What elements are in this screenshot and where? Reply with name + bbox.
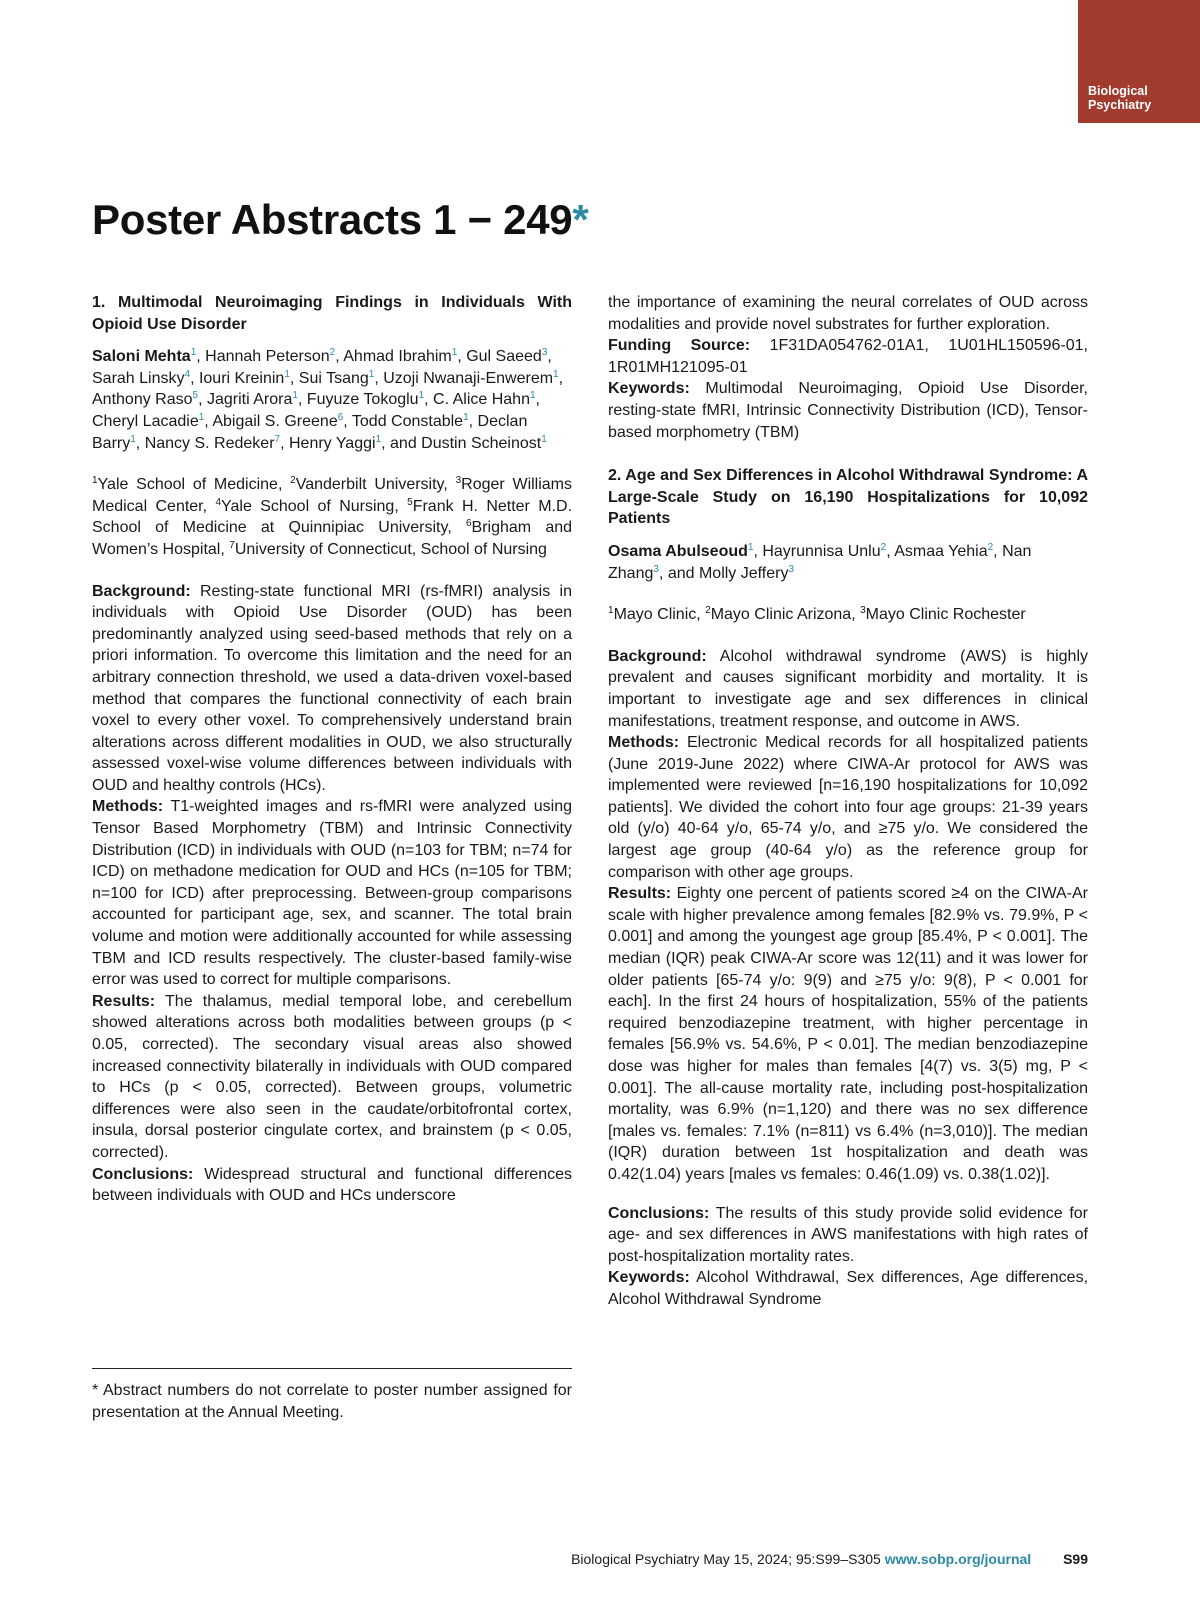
journal-badge <box>1078 0 1200 123</box>
results-label: Results: <box>92 992 156 1010</box>
title-footnote-mark: * <box>572 196 589 243</box>
page-title <box>92 196 588 244</box>
author-name: Declan Barry <box>92 412 528 452</box>
abstract-1-funding <box>608 335 1088 378</box>
abstract-1-results <box>92 991 572 1164</box>
results-text: Eighty one percent of patients scored ≥4 on the CIWA-Ar scale with higher prevalence among females [82.9% vs. 79.9%, P < 0.001] and among the youngest age group [85.4%, P < 0.001]. The median (IQR) peak CIWA-Ar score was 12(11) and it was lower for older patients [65-74 y/o: 9(9) and ≥75 y/o: 9(8), P < 0.001 for each]. In the first 24 hours of hospitalization, 55% of the patients required benzodiazepine treatment, with higher percentage in females [56.9% vs. 54.6%, P < 0.01]. The median benzodiazepine dose was higher for males than females [4(7) vs. 3(5) mg, P < 0.001]. The all-cause mortality rate, including post-hospitalization mortality, was 6.9% (n=1,120) and there was no sex difference [males vs. females: 7.1% (n=811) vs 6.4% (n=3,010)]. The median (IQR) duration between 1st hospitalization and death was 0.42(1.04) years [males vs females: 0.46(1.09) vs. 0.38(1.02)]. <box>608 885 1089 1183</box>
author-name: Nan Zhang <box>608 542 1032 582</box>
author-name: C. Alice Hahn <box>433 391 530 409</box>
abstract-1-keywords <box>608 378 1088 443</box>
author-affiliation-sup: 3 <box>541 347 548 359</box>
affiliation-name: Mayo Clinic Arizona <box>710 606 852 624</box>
author-name: Gul Saeed <box>466 348 542 366</box>
page-footer <box>0 1551 1088 1567</box>
abstract-2-title: 2. Age and Sex Differences in Alcohol Withdrawal Syndrome: A Large-Scale Study on 16,190 Hospitalizations for 10,092 Patients <box>608 467 1088 528</box>
page-title-text: Poster Abstracts 1 − 249 <box>92 196 573 243</box>
author-affiliation-sup: 4 <box>184 368 191 380</box>
author-name: Hayrunnisa Unlu <box>762 542 881 560</box>
journal-badge-line-2: Psychiatry <box>1088 98 1152 112</box>
author-name: Anthony Raso <box>92 391 193 409</box>
author-affiliation-sup: 2 <box>329 347 336 359</box>
author-name: Cheryl Lacadie <box>92 412 199 430</box>
author-affiliation-sup: 1 <box>284 368 290 380</box>
affiliation-name: Roger Williams Medical Center <box>92 476 573 515</box>
author-name: Iouri Kreinin <box>198 369 285 387</box>
affiliation-sup: 1 <box>608 605 614 617</box>
funding-text: 1F31DA054762-01A1, 1U01HL150596-01, 1R01MH121095-01 <box>608 337 1088 376</box>
abstract-2-affiliations: $^1$Mayo Clinic, $^2$Mayo Clinic Arizona, $^3$Mayo Clinic Rochester <box>608 605 1026 624</box>
author-affiliation-sup: 3 <box>653 563 659 575</box>
conclusions-text: The results of this study provide solid evidence for age- and sex differences in AWS manifestations with high rates of post-hospitalization mortality rates. <box>608 1204 1089 1265</box>
background-label: Background: <box>92 582 191 600</box>
background-text: Alcohol withdrawal syndrome (AWS) is highly prevalent and causes significant morbidity and mortality. It is important to investigate age and sex differences in clinical manifestations, treatment response, and outcome in AWS. <box>608 647 1089 730</box>
author-name: Asmaa Yehia <box>894 542 988 560</box>
lead-author-name: Osama Abulseoud <box>608 542 748 560</box>
affiliation-sup: 6 <box>465 518 472 530</box>
conclusions-label: Conclusions: <box>92 1165 194 1183</box>
background-label: Background: <box>608 647 707 665</box>
keywords-label: Keywords: <box>608 1269 690 1287</box>
author-affiliation-sup: 2 <box>880 541 887 553</box>
affiliation-sup: 1 <box>92 475 98 487</box>
author-name: Dustin Scheinost <box>421 434 542 452</box>
affiliation-name: Yale School of Nursing <box>221 497 395 515</box>
affiliation-name: Mayo Clinic Rochester <box>865 606 1026 624</box>
affiliation-sup: 4 <box>215 496 222 508</box>
footnote: * Abstract numbers do not correlate to poster number assigned for presentation at the Annual Meeting. <box>92 1382 572 1421</box>
author-affiliation-sup: 6 <box>337 411 344 423</box>
affiliation-name: Frank H. Netter M.D. School of Medicine at Quinnipiac University <box>92 497 573 537</box>
footer-citation: Biological Psychiatry May 15, 2024; 95:S99–S305 <box>571 1551 881 1567</box>
affiliation-sup: 3 <box>455 475 462 487</box>
abstract-1-conclusions-start <box>92 1164 572 1207</box>
abstract-1-methods <box>92 796 572 990</box>
author-affiliation-sup: 1 <box>541 433 547 445</box>
author-affiliation-sup: 1 <box>451 347 458 359</box>
author-affiliation-sup: 5 <box>192 390 199 402</box>
journal-url-link[interactable]: www.sobp.org/journal <box>884 1551 1032 1567</box>
author-name: Todd Constable <box>351 412 464 430</box>
journal-badge-line-1: Biological <box>1088 84 1148 98</box>
abstract-1-conclusions-continued: the importance of examining the neural correlates of OUD across modalities and provide novel substrates for further exploration. <box>608 294 1088 333</box>
author-affiliation-sup: 1 <box>553 368 559 380</box>
results-text: The thalamus, medial temporal lobe, and cerebellum showed alterations across both modalities between groups (p < 0.05, corrected). The secondary visual areas also showed increased connectivity bilaterally in individuals with OUD compared to HCs (p < 0.05, corrected). Between groups, volumetric differences were also seen in the caudate/orbitofrontal cortex, insula, dorsal posterior cingulate cortex, and brainstem (p < 0.05, corrected). <box>92 992 573 1161</box>
author-name: Molly Jeffery <box>698 564 789 582</box>
author-affiliation-sup: 1 <box>418 390 425 402</box>
page-number: S99 <box>1063 1551 1088 1567</box>
lead-author-name: Saloni Mehta <box>92 348 191 366</box>
methods-text: Electronic Medical records for all hospitalized patients (June 2019-June 2022) where CIWA-Ar protocol for AWS was implemented were reviewed [n=16,190 hospitalizations for 10,092 patients]. We divided the cohort into four age groups: 21-39 years old (y/o) 40-64 y/o, 65-74 y/o, and ≥75 y/o. We considered the largest age group (40-64 y/o) as the reference group for comparison with other age groups. <box>608 734 1089 881</box>
keywords-text: Alcohol Withdrawal, Sex differences, Age differences, Alcohol Withdrawal Syndrome <box>608 1269 1089 1308</box>
author-name: Hannah Peterson <box>205 348 330 366</box>
author-affiliation-sup: 1 <box>198 411 205 423</box>
left-column <box>92 292 572 1207</box>
affiliation-name: Mayo Clinic <box>613 606 697 624</box>
abstract-2-keywords <box>608 1267 1088 1310</box>
results-label: Results: <box>608 885 672 903</box>
keywords-label: Keywords: <box>608 380 690 398</box>
conclusions-label: Conclusions: <box>608 1204 710 1222</box>
author-affiliation-sup: 1 <box>747 541 754 553</box>
abstract-2-background <box>608 646 1088 732</box>
author-name: Jagriti Arora <box>206 391 293 409</box>
affiliation-sup: 2 <box>705 605 711 617</box>
affiliation-name: Yale School of Medicine <box>97 476 278 494</box>
author-affiliation-sup: 1 <box>375 433 382 445</box>
background-text: Resting-state functional MRI (rs-fMRI) analysis in individuals with Opioid Use Disorder (OUD) has been predominantly analyzed using seed-based methods that rely on a priori information. To overcome this limitation and the need for an arbitrary connection threshold, we used a data-driven voxel-based method that compares the functional connectivity of each brain voxel to every other voxel. To comprehensively understand brain alterations across different modalities in OUD, we also structurally assessed voxel-wise volume differences between individuals with OUD and healthy controls (HCs). <box>92 582 573 794</box>
abstract-2-methods <box>608 732 1088 883</box>
methods-text: T1-weighted images and rs-fMRI were analyzed using Tensor Based Morphometry (TBM) and Intrinsic Connectivity Distribution (ICD) in individuals with OUD (n=103 for TBM; n=74 for ICD) on methadone medication for OUD and HCs (n=105 for TBM; n=100 for ICD) after preprocessing. Between-group comparisons accounted for participant age, sex, and scanner. The total brain volume and motion were additionally accounted for while assessing TBM and ICD results respectively. The cluster-based family-wise error was used to correct for multiple comparisons. <box>92 798 573 989</box>
author-name: Uzoji Nwanaji-Enwerem <box>383 369 554 387</box>
right-column <box>608 292 1088 1311</box>
author-affiliation-sup: 2 <box>987 541 994 553</box>
footnote-divider <box>92 1368 572 1369</box>
keywords-text: Multimodal Neuroimaging, Opioid Use Disorder, resting-state fMRI, Intrinsic Connectivity Distribution (ICD), Tensor-based morphometry (TBM) <box>608 380 1089 441</box>
author-affiliation-sup: 7 <box>274 433 281 445</box>
author-affiliation-sup: 1 <box>368 368 375 380</box>
author-affiliation-sup: 1 <box>463 411 469 423</box>
abstract-1-affiliations: $^1$Yale School of Medicine, $^2$Vanderbilt University, $^3$Roger Williams Medical Center, $^4$Yale School of Nursing, $^5$Frank H. Netter M.D. School of Medicine at Quinnipiac University, $^6$Brigham and Women’s Hospital, $^7$University of Connecticut, School of Nursing <box>92 475 573 558</box>
author-affiliation-sup: 1 <box>130 433 136 445</box>
affiliation-sup: 5 <box>407 496 413 508</box>
abstract-2-results <box>608 883 1088 1185</box>
abstract-1-background <box>92 581 572 797</box>
author-affiliation-sup: 1 <box>190 347 197 359</box>
author-name: Abigail S. Greene <box>212 412 338 430</box>
author-affiliation-sup: 1 <box>529 390 536 402</box>
abstract-1-title: 1. Multimodal Neuroimaging Findings in Individuals With Opioid Use Disorder <box>92 294 572 333</box>
author-name: Ahmad Ibrahim <box>343 348 452 366</box>
affiliation-sup: 7 <box>229 539 235 551</box>
affiliation-name: University of Connecticut, School of Nursing <box>234 540 547 558</box>
author-name: Sarah Linsky <box>92 369 185 387</box>
funding-label: Funding Source: <box>608 337 751 355</box>
author-name: Fuyuze Tokoglu <box>306 391 419 409</box>
author-name: Henry Yaggi <box>288 434 376 452</box>
methods-label: Methods: <box>92 798 164 816</box>
author-affiliation-sup: 3 <box>788 563 795 575</box>
abstract-1-authors: Saloni Mehta$^1$, Hannah Peterson$^2$, Ahmad Ibrahim$^1$, Gul Saeed$^3$, Sarah Linsky$^4$, Iouri Kreinin$^1$, Sui Tsang$^1$, Uzoji Nwanaji-Enwerem$^1$, Anthony Raso$^5$, Jagriti Arora$^1$, Fuyuze Tokoglu$^1$, C. Alice Hahn$^1$, Cheryl Lacadie$^1$, Abigail S. Greene$^6$, Todd Constable$^1$, Declan Barry$^1$, Nancy S. Redeker$^7$, Henry Yaggi$^1$, and Dustin Scheinost$^1$ <box>92 347 564 452</box>
affiliation-name: Brigham and Women’s Hospital <box>92 519 573 558</box>
affiliation-sup: 2 <box>290 475 296 487</box>
author-name: Sui Tsang <box>298 369 369 387</box>
author-affiliation-sup: 1 <box>292 390 298 402</box>
conclusions-text-part-1: Widespread structural and functional differences between individuals with OUD and HCs underscore <box>92 1165 572 1205</box>
methods-label: Methods: <box>608 734 680 752</box>
affiliation-name: Vanderbilt University <box>295 476 444 494</box>
author-name: Nancy S. Redeker <box>144 434 275 452</box>
affiliation-sup: 3 <box>860 605 866 617</box>
abstract-2-authors: Osama Abulseoud$^1$, Hayrunnisa Unlu$^2$, Asmaa Yehia$^2$, Nan Zhang$^3$, and Molly Jeffery$^3$ <box>608 541 1032 582</box>
abstract-2-conclusions <box>608 1203 1088 1268</box>
